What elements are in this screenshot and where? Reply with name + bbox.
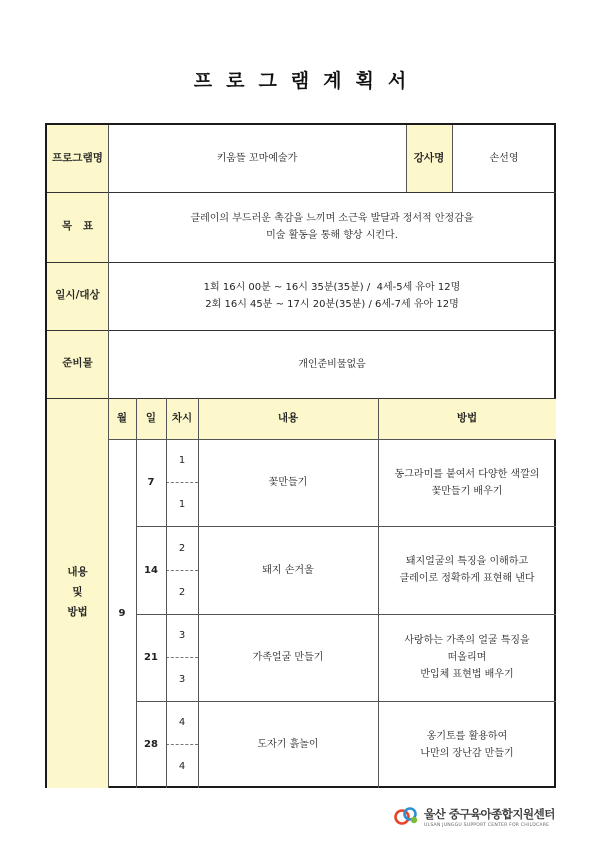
row-divider — [136, 614, 556, 615]
schedule-line-2: 2회 16시 45분 ~ 17시 20분(35분) / 6세-7세 유아 12명 — [205, 299, 459, 310]
goal-value — [108, 192, 556, 262]
method-value: 동그라미를 붙여서 다양한 색깔의 꽃만들기 배우기 — [394, 468, 540, 497]
content-value: 가족얼굴 만들기 — [252, 652, 324, 663]
content-value: 꽃만들기 — [268, 477, 308, 488]
month-value: 9 — [118, 608, 126, 619]
session-value: 1 — [178, 498, 186, 510]
header-method: 방법 — [378, 398, 556, 439]
footer-org-name: 울산 중구육아종합지원센터 — [424, 807, 555, 821]
content-method-label: 내용 및 방법 — [47, 398, 108, 788]
day-value: 21 — [144, 652, 158, 663]
column-divider — [198, 398, 199, 788]
program-name-value: 키움뜰 꼬마예술가 — [216, 153, 298, 164]
center-logo-icon — [394, 805, 420, 827]
session-value: 2 — [178, 586, 186, 598]
content-value: 도자기 흙놀이 — [257, 739, 319, 750]
header-session: 차시 — [166, 398, 198, 439]
row-divider — [47, 192, 556, 193]
goal-label: 목 표 — [47, 192, 108, 262]
goal-line-2: 미술 활동을 통해 향상 시킨다. — [266, 230, 398, 241]
session-divider — [166, 744, 198, 745]
column-divider — [136, 398, 137, 788]
header-content: 내용 — [198, 398, 378, 439]
goal-line-1: 클레이의 부드러운 촉감을 느끼며 소근육 발달과 정서적 안정감을 — [190, 213, 474, 224]
column-divider — [378, 398, 379, 788]
row-divider — [108, 439, 556, 440]
materials-value: 개인준비물없음 — [298, 358, 366, 370]
day-value: 7 — [147, 477, 155, 488]
instructor-value: 손선영 — [489, 153, 519, 164]
session-value: 3 — [178, 673, 186, 685]
schedule-line-1: 1회 16시 00분 ~ 16시 35분(35분) / 4세-5세 유아 12명 — [203, 282, 461, 293]
footer-org — [424, 806, 555, 828]
schedule-value — [108, 262, 556, 330]
row-divider — [136, 701, 556, 702]
program-name-label: 프로그램명 — [47, 125, 108, 192]
instructor-label: 강사명 — [406, 125, 452, 192]
session-divider — [166, 482, 198, 483]
column-divider — [452, 125, 453, 192]
method-value: 사랑하는 가족의 얼굴 특징을 떠올리며 반입체 표현법 배우기 — [404, 635, 530, 680]
schedule-label: 일시/대상 — [47, 262, 108, 330]
row-divider — [136, 526, 556, 527]
session-value: 4 — [178, 717, 186, 728]
row-divider — [47, 330, 556, 331]
document-title: 프로그램계획서 — [193, 70, 421, 92]
header-month: 월 — [108, 398, 136, 439]
column-divider — [166, 398, 167, 788]
session-divider — [166, 570, 198, 571]
method-value: 옹기토를 활용하여 나만의 장난감 만들기 — [420, 730, 514, 759]
footer-org-name-en: ULSAN JUNGGU SUPPORT CENTER FOR CHILDCARE — [424, 823, 550, 828]
row-divider — [47, 262, 556, 263]
column-divider — [108, 125, 109, 788]
session-value: 4 — [178, 760, 186, 772]
content-value: 돼지 손거울 — [262, 564, 314, 576]
header-day: 일 — [136, 398, 166, 439]
day-value: 14 — [144, 564, 158, 576]
method-value: 돼지얼굴의 특징을 이해하고 클레이로 정확하게 표현해 낸다 — [399, 556, 535, 584]
session-value: 3 — [178, 630, 186, 641]
column-divider — [406, 125, 407, 192]
row-divider — [47, 398, 556, 399]
day-value: 28 — [144, 739, 158, 750]
session-value: 1 — [178, 455, 186, 466]
program-plan-table — [45, 123, 556, 788]
session-divider — [166, 657, 198, 658]
materials-label: 준비물 — [47, 330, 108, 398]
session-value: 2 — [178, 542, 186, 554]
